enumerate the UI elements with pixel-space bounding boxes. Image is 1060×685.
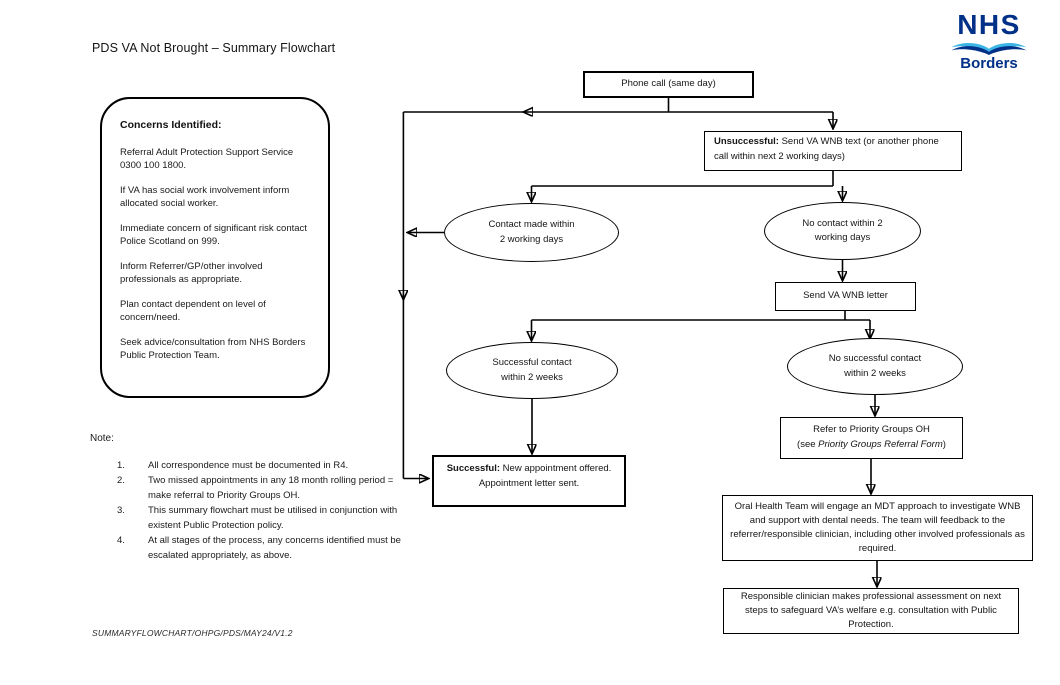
decision-no-contact bbox=[764, 202, 921, 260]
node-send-wnb-letter-label: Send VA WNB letter bbox=[803, 290, 888, 302]
concerns-item: Inform Referrer/GP/other involved professionals as appropriate. bbox=[120, 260, 263, 286]
successful-bold-label: Successful: bbox=[446, 463, 501, 474]
node-refer-priority-groups bbox=[780, 417, 963, 459]
refer-form-name: Priority Groups Referral Form bbox=[818, 439, 943, 450]
node-oral-health-team bbox=[722, 495, 1033, 561]
nhs-logo-text: NHS bbox=[957, 9, 1021, 40]
node-successful-appointment bbox=[432, 455, 626, 507]
node-send-wnb-letter bbox=[775, 282, 916, 311]
nhs-borders-logo bbox=[946, 11, 1032, 73]
note-item bbox=[117, 474, 409, 503]
note-item bbox=[117, 534, 409, 563]
decision-line: working days bbox=[814, 232, 871, 243]
decision-line: No contact within 2 bbox=[802, 217, 883, 229]
note-item-text: All correspondence must be documented in R4. bbox=[148, 460, 349, 471]
note-item-text: This summary flowchart must be utilised in conjunction with existent Public Protection policy. bbox=[148, 505, 398, 531]
decision-successful-contact bbox=[446, 342, 618, 399]
node-unsuccessful-text bbox=[704, 131, 962, 171]
decision-line: No successful contact bbox=[828, 353, 922, 365]
concerns-item: Referral Adult Protection Support Service 0300 100 1800. bbox=[120, 146, 294, 172]
decision-line: Successful contact bbox=[492, 357, 572, 369]
decision-line: within 2 weeks bbox=[501, 371, 563, 383]
note-item-text: At all stages of the process, any concerns identified must be escalated appropriately, as above. bbox=[148, 535, 401, 561]
concerns-item: Seek advice/consultation from NHS Borders Public Protection Team. bbox=[120, 336, 306, 362]
concerns-item: If VA has social work involvement inform allocated social worker. bbox=[120, 184, 290, 210]
refer-line2-post: ) bbox=[942, 439, 946, 450]
note-item bbox=[117, 459, 409, 473]
decision-line: within 2 weeks bbox=[844, 367, 906, 379]
note-item-text: Two missed appointments in any 18 month rolling period = make referral to Priority Groups OH. bbox=[148, 475, 394, 501]
decision-no-successful-contact bbox=[787, 338, 963, 395]
concerns-item: Plan contact dependent on level of concern/need. bbox=[120, 298, 266, 324]
concerns-identified-panel bbox=[100, 97, 330, 398]
note-item bbox=[117, 504, 409, 533]
node-oral-health-team-text: Oral Health Team will engage an MDT approach to investigate WNB and support with dental needs. The team will feedback to the referrer/responsible clinician, including other involved professionals as required. bbox=[730, 501, 1025, 554]
node-phone-call bbox=[583, 71, 754, 98]
note-list bbox=[117, 459, 409, 564]
decision-contact-made bbox=[444, 203, 619, 262]
borders-logo-text: Borders bbox=[960, 55, 1018, 72]
nhs-wave-icon bbox=[950, 40, 1028, 56]
unsuccessful-rest-label: Send VA WNB text (or another phone call within next 2 working days) bbox=[714, 136, 939, 162]
document-reference: SUMMARYFLOWCHART/OHPG/PDS/MAY24/V1.2 bbox=[92, 628, 293, 638]
page-title: PDS VA Not Brought – Summary Flowchart bbox=[92, 41, 336, 55]
decision-line: Contact made within bbox=[488, 219, 575, 231]
note-item-number: 4. bbox=[117, 535, 125, 547]
node-responsible-clinician-text: Responsible clinician makes professional assessment on next steps to safeguard VA’s welfare e.g. consultation with Public Protection. bbox=[740, 591, 1002, 630]
successful-rest-label: New appointment offered. Appointment letter sent. bbox=[478, 463, 612, 490]
note-item-number: 3. bbox=[117, 505, 125, 517]
unsuccessful-bold-label: Unsuccessful: bbox=[714, 136, 779, 147]
note-item-number: 2. bbox=[117, 475, 125, 487]
refer-line2 bbox=[797, 438, 946, 453]
decision-line: 2 working days bbox=[499, 233, 564, 245]
note-heading: Note: bbox=[90, 433, 114, 444]
refer-line1: Refer to Priority Groups OH bbox=[813, 424, 930, 436]
note-item-number: 1. bbox=[117, 460, 125, 471]
refer-line2-pre: (see bbox=[797, 439, 819, 450]
concerns-heading: Concerns Identified: bbox=[120, 119, 222, 131]
node-phone-call-label: Phone call (same day) bbox=[621, 78, 716, 90]
concerns-item: Immediate concern of significant risk contact Police Scotland on 999. bbox=[120, 222, 307, 248]
node-responsible-clinician bbox=[723, 588, 1019, 634]
